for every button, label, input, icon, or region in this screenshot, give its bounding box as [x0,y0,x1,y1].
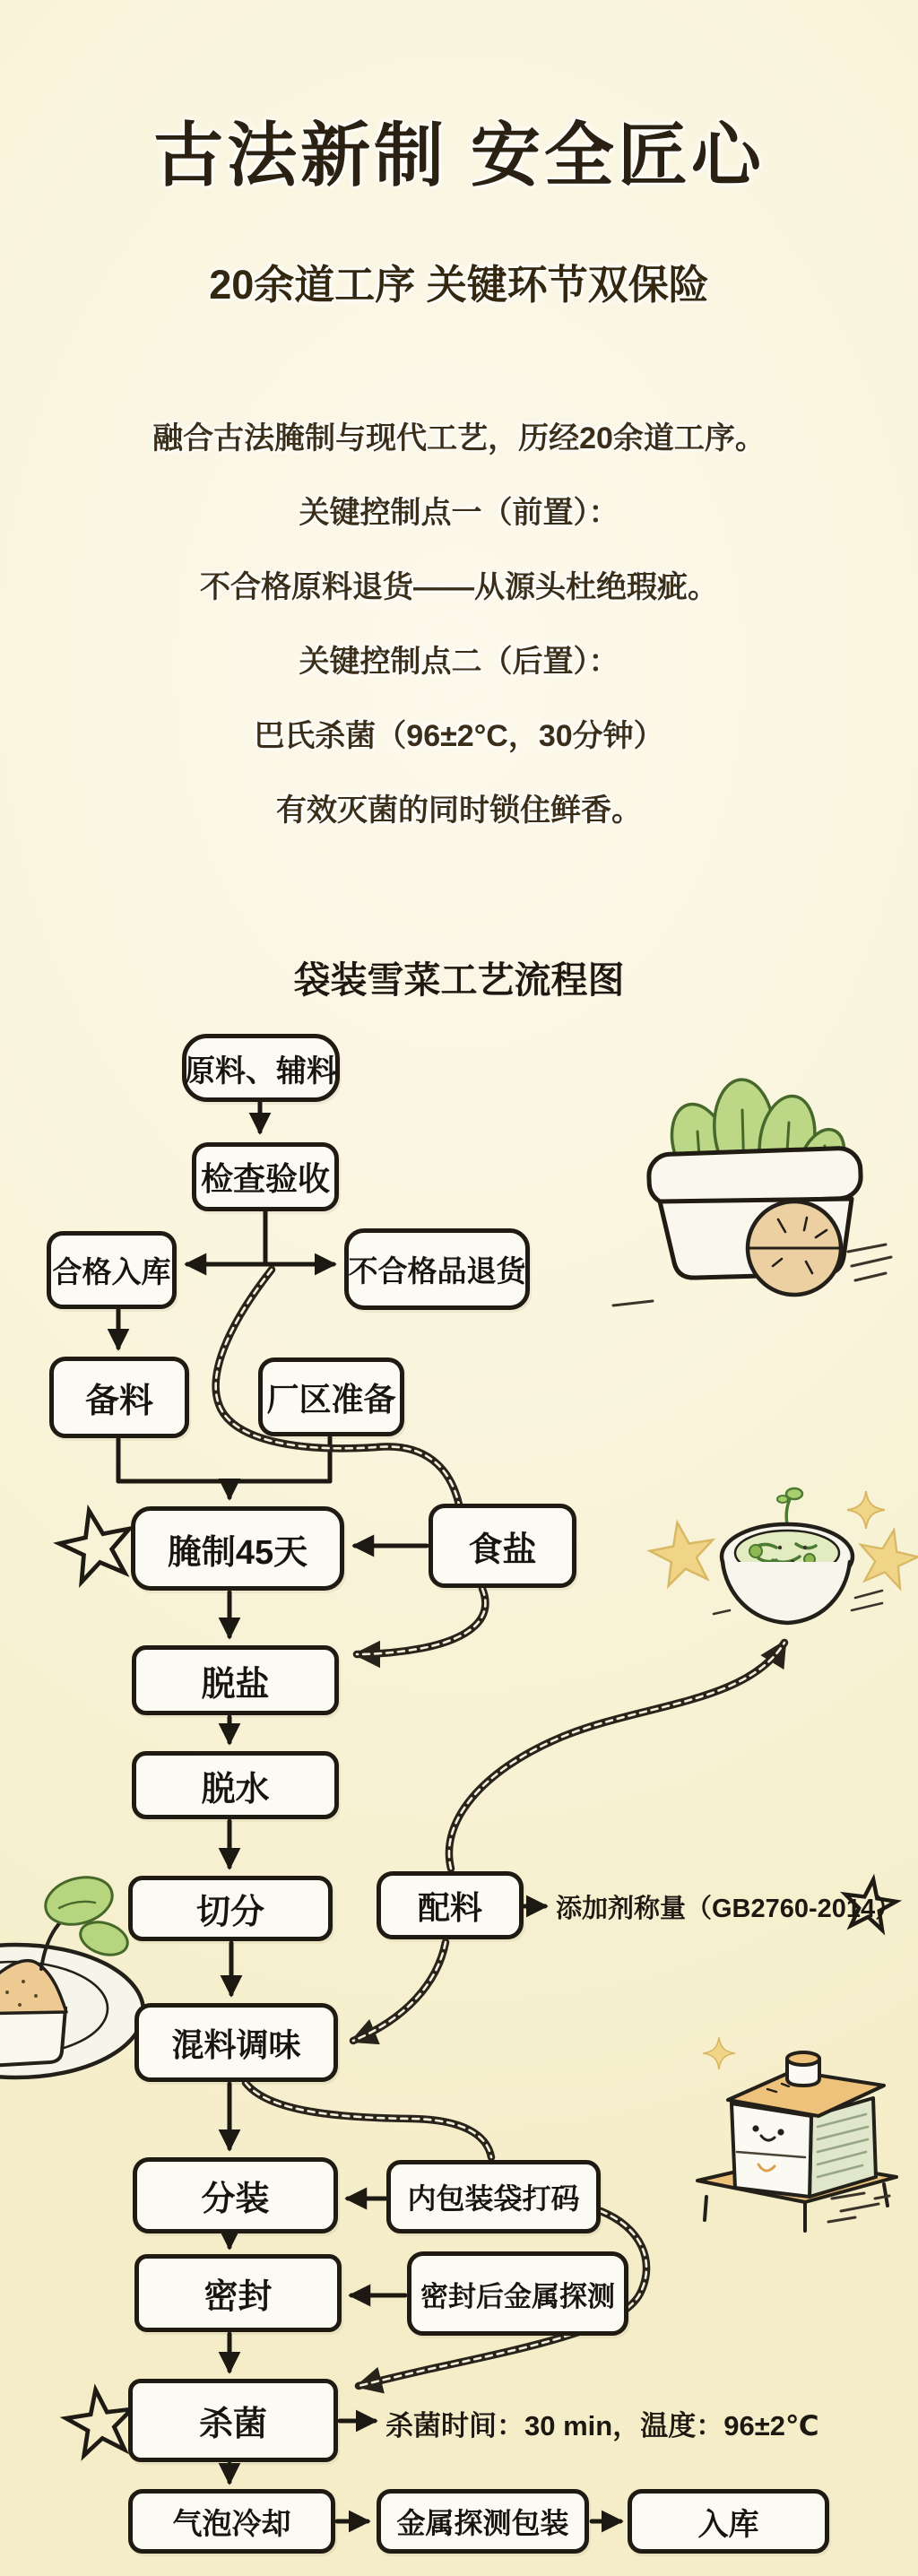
flow-box-seal [134,2254,342,2332]
flow-box-cut [128,1876,333,1941]
sterilize-params-note: 杀菌时间：30 min，温度：96±2℃ [385,2410,819,2442]
rope-mix-to-bagcode [246,2083,491,2157]
flow-box-inspect [192,1142,339,1211]
flow-box-label: 合格入库 [52,1255,171,1288]
body-line: 融合古法腌制与现代工艺，历经20余道工序。 [152,421,766,455]
flow-box-label: 金属探测包装 [396,2507,569,2539]
flow-box-desalt [132,1645,339,1715]
pickle-bowl-illustration [645,1488,918,1623]
paste-plate-illustration [0,1869,143,2077]
flow-box-label: 不合格品退货 [348,1254,526,1288]
page-subtitle: 20余道工序 关键环节双保险 [209,262,709,308]
flow-box-label: 入库 [697,2507,759,2542]
flow-box-ingredient [377,1871,524,1939]
additive-note: 添加剂称量（GB2760-2014） [556,1895,902,1923]
flow-box-label: 混料调味 [171,2025,301,2063]
rope-salt-to-desalt [357,1589,485,1654]
flow-box-store [628,2489,829,2554]
flow-box-raw [182,1034,340,1102]
flow-box-qualified [47,1231,177,1309]
flow-box-label: 检查验收 [200,1160,330,1197]
flow-box-label: 厂区准备 [266,1380,396,1418]
flow-box-mix [134,2003,338,2082]
sparkle-icon [703,2037,734,2069]
body-line: 巴氏杀菌（96±2°C，30分钟） [254,719,664,753]
star-icon [853,1523,918,1591]
flow-box-prepare [49,1357,189,1438]
flow-box-sterilize [128,2379,338,2462]
rope-ingredient-to-bowl [449,1643,784,1869]
flow-box-label: 食盐 [468,1531,537,1569]
flow-box-pickle [131,1506,344,1591]
key-point-star-icon [63,2385,137,2457]
body-line: 不合格原料退货——从源头杜绝瑕疵。 [200,570,718,604]
body-line: 关键控制点一（前置）： [299,496,619,530]
sparkle-icon [847,1491,885,1529]
veg-basket-illustration [613,1078,891,1305]
flow-box-label: 分装 [201,2181,270,2218]
flow-box-label: 腌制45天 [167,1533,308,1572]
key-point-star-icon [54,1504,138,1585]
star-icon [645,1517,719,1588]
flow-box-label: 原料、辅料 [185,1054,337,1089]
page-title: 古法新制 安全匠心 [153,116,765,195]
rope-ingredient-to-mix [353,1942,446,2041]
flow-box-dewater [132,1751,339,1819]
flow-box-label: 备料 [84,1383,153,1420]
flow-box-fill [133,2157,338,2233]
flow-box-metal-pack [377,2489,589,2554]
body-line: 关键控制点二（后置）： [299,645,619,679]
flow-box-label: 切分 [195,1894,264,1931]
flow-box-salt [429,1504,576,1588]
flow-box-label: 脱水 [201,1770,270,1808]
flow-box-label: 杀菌 [198,2406,267,2443]
flowchart-title: 袋装雪菜工艺流程图 [293,959,625,1001]
flow-box-label: 气泡冷却 [172,2506,291,2540]
flow-box-label: 密封 [204,2278,273,2316]
flow-box-plant [258,1357,404,1436]
flow-box-cool [128,2489,335,2554]
flow-box-label: 密封后金属探测 [420,2280,615,2312]
flow-box-label: 脱盐 [201,1665,270,1704]
sealing-machine-illustration [697,2037,896,2231]
flow-box-label: 配料 [417,1888,482,1926]
flow-box-reject [344,1228,530,1310]
flow-box-metal-seal [407,2251,628,2336]
flow-box-bagcode [386,2160,601,2233]
flow-box-label: 内包装袋打码 [407,2182,580,2215]
body-line: 有效灭菌的同时锁住鲜香。 [276,794,642,828]
